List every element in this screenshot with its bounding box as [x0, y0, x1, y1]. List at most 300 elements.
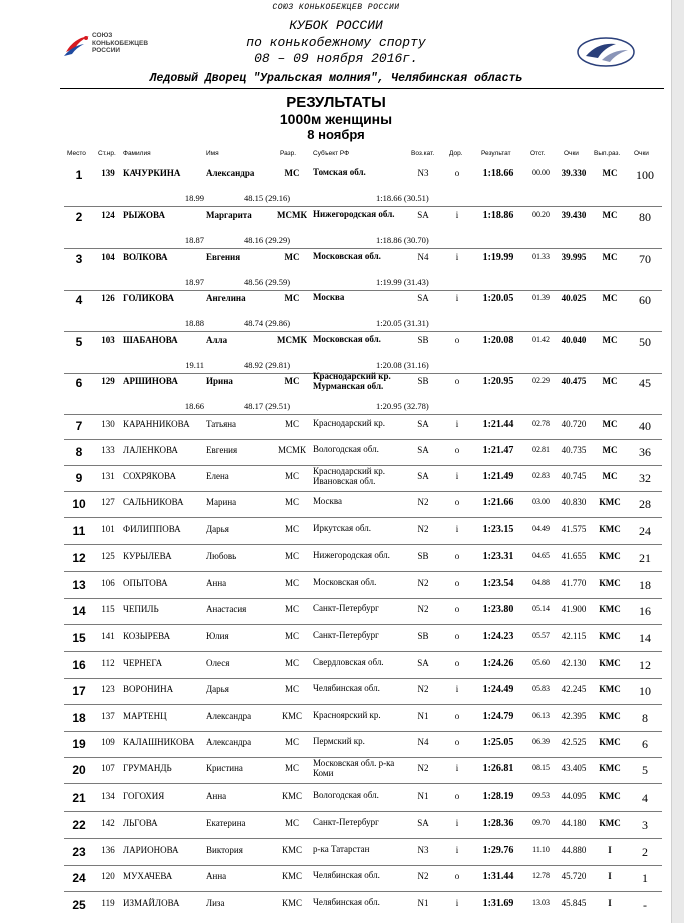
result-cell: 1:23.80 [482, 604, 514, 615]
region-cell: Челябинская обл. [313, 870, 380, 880]
place-cell: 1 [75, 168, 83, 182]
row-divider [64, 544, 662, 545]
gap-cell: 04.88 [532, 578, 550, 587]
first-name-cell: Маргарита [206, 210, 252, 220]
rank-achieved-cell: КМС [599, 551, 621, 561]
result-cell: 1:24.49 [482, 684, 514, 695]
col-first-name: Имя [206, 150, 219, 157]
region-cell: Пермский кр. [313, 736, 365, 746]
score-cell: 80 [639, 210, 651, 224]
event-title: 1000м женщины [279, 111, 393, 127]
score-cell: 1 [642, 871, 648, 885]
start-number-cell: 131 [101, 471, 115, 481]
row-divider [64, 891, 662, 892]
first-name-cell: Алла [206, 335, 228, 345]
start-number-cell: 127 [101, 497, 115, 507]
rank-cell: КМС [281, 898, 302, 908]
split-time: 1:20.08 (31.16) [376, 360, 429, 370]
rank-achieved-cell: КМС [599, 497, 621, 507]
gap-cell: 05.60 [532, 658, 550, 667]
place-cell: 14 [72, 604, 86, 618]
last-name-cell: МУХАЧЕВА [123, 871, 173, 881]
split-times [0, 235, 672, 246]
start-number-cell: 103 [101, 335, 115, 345]
track-cell: i [455, 524, 459, 534]
score-cell: 28 [639, 497, 651, 511]
age-category-cell: SA [417, 210, 429, 220]
rank-achieved-cell: КМС [599, 684, 621, 694]
first-name-cell: Кристина [206, 763, 243, 773]
region-cell: р-ка Татарстан [313, 844, 370, 854]
last-name-cell: ЛЬГОВА [123, 818, 158, 828]
rank-cell: МС [284, 658, 299, 668]
points-cell: 44.880 [561, 845, 587, 855]
age-category-cell: SA [417, 471, 429, 481]
start-number-cell: 101 [101, 524, 115, 534]
region-cell: Нижегородская обл. [313, 550, 390, 560]
first-name-cell: Лиза [206, 898, 225, 908]
last-name-cell: ЛАРИОНОВА [123, 845, 179, 855]
place-cell: 23 [72, 845, 86, 859]
gap-cell: 03.00 [532, 497, 550, 506]
last-name-cell: ОПЫТОВА [123, 578, 168, 588]
rank-achieved-cell: КМС [599, 658, 621, 668]
row-divider [64, 290, 662, 291]
place-cell: 8 [75, 445, 83, 459]
place-cell: 18 [72, 711, 86, 725]
split-times [0, 193, 672, 204]
age-category-cell: SB [417, 335, 429, 345]
score-cell: 16 [639, 604, 651, 618]
gap-cell: 06.39 [532, 737, 550, 746]
first-name-cell: Юлия [206, 631, 229, 641]
result-cell: 1:24.23 [482, 631, 514, 642]
last-name-cell: ВОЛКОВА [123, 252, 168, 262]
track-cell: i [455, 684, 459, 694]
gap-cell: 08.15 [532, 763, 550, 772]
start-number-cell: 106 [101, 578, 115, 588]
first-name-cell: Дарья [206, 524, 229, 534]
track-cell: o [454, 551, 460, 561]
age-category-cell: SB [417, 551, 429, 561]
rank-achieved-cell: КМС [599, 791, 621, 801]
place-cell: 22 [72, 818, 86, 832]
table-header [0, 150, 672, 164]
rank-cell: МСМК [277, 335, 308, 345]
header-divider [60, 88, 664, 89]
gap-cell: 11.10 [532, 845, 550, 854]
first-name-cell: Ангелина [206, 293, 246, 303]
region-cell: Краснодарский кр. [313, 371, 391, 381]
region-cell: Челябинская обл. [313, 897, 380, 907]
gap-cell: 05.14 [532, 604, 550, 613]
start-number-cell: 104 [101, 252, 115, 262]
col-rank-achieved: Вып.раз. [594, 150, 621, 157]
age-category-cell: SA [417, 658, 429, 668]
score-cell: 21 [639, 551, 651, 565]
start-number-cell: 130 [101, 419, 115, 429]
region-cell: Краснодарский кр. [313, 418, 385, 428]
score-cell: 36 [639, 445, 651, 459]
result-cell: 1:25.05 [482, 737, 514, 748]
age-category-cell: SA [417, 445, 429, 455]
track-cell: o [454, 445, 460, 455]
points-cell: 40.720 [561, 419, 587, 429]
track-cell: o [454, 871, 460, 881]
place-cell: 6 [75, 376, 83, 390]
first-name-cell: Анна [206, 871, 227, 881]
place-cell: 2 [75, 210, 83, 224]
last-name-cell: МАРТЕНЦ [123, 711, 167, 721]
first-name-cell: Татьяна [206, 419, 237, 429]
col-track: Дор. [449, 150, 463, 157]
rank-achieved-cell: I [608, 845, 612, 855]
rank-achieved-cell: КМС [599, 711, 621, 721]
last-name-cell: КОЗЫРЕВА [123, 631, 171, 641]
track-cell: i [455, 252, 459, 262]
start-number-cell: 142 [101, 818, 115, 828]
points-cell: 40.830 [561, 497, 587, 507]
track-cell: o [454, 335, 460, 345]
last-name-cell: КАЧУРКИНА [123, 168, 181, 178]
score-cell: 45 [639, 376, 651, 390]
cup-title: КУБОК РОССИИ [289, 18, 383, 33]
start-number-cell: 124 [101, 210, 115, 220]
region-cell: Московская обл. [313, 334, 381, 344]
split-times [0, 277, 672, 288]
last-name-cell: ВОРОНИНА [123, 684, 174, 694]
track-cell: o [454, 791, 460, 801]
col-rank: Разр. [280, 150, 297, 157]
result-cell: 1:21.66 [482, 497, 514, 508]
document-header [0, 0, 672, 92]
rank-cell: МС [284, 631, 299, 641]
rank-cell: МС [284, 419, 299, 429]
rank-cell: МС [284, 252, 300, 262]
rank-cell: КМС [281, 791, 302, 801]
rank-achieved-cell: МС [602, 419, 618, 429]
score-cell: 50 [639, 335, 651, 349]
row-divider [64, 783, 662, 784]
place-cell: 25 [72, 898, 86, 912]
rank-achieved-cell: МС [602, 376, 618, 386]
region-cell: Московская обл. р-ка [313, 758, 395, 768]
rank-cell: МС [284, 737, 299, 747]
rank-achieved-cell: КМС [599, 524, 621, 534]
age-category-cell: N1 [417, 711, 429, 721]
first-name-cell: Елена [206, 471, 229, 481]
region-cell-line2: Ивановская обл. [313, 476, 376, 486]
last-name-cell: ГОЛИКОВА [123, 293, 174, 303]
row-divider [64, 731, 662, 732]
result-cell: 1:18.86 [482, 210, 514, 221]
col-score: Очки [634, 150, 649, 157]
col-start-number: Ст.нр. [98, 150, 116, 157]
region-cell: Томская обл. [313, 167, 366, 177]
gap-cell: 05.83 [532, 684, 550, 693]
gap-cell: 06.13 [532, 711, 550, 720]
age-category-cell: N2 [417, 524, 429, 534]
score-cell: 100 [636, 168, 654, 182]
row-divider [64, 598, 662, 599]
logo-text-line: КОНЬКОБЕЖЦЕВ [92, 39, 149, 47]
rank-cell: МС [284, 578, 299, 588]
rank-cell: МС [284, 763, 299, 773]
first-name-cell: Ирина [206, 376, 233, 386]
gap-cell: 00.00 [532, 168, 550, 177]
result-cell: 1:24.79 [482, 711, 514, 722]
score-cell: 6 [642, 737, 648, 751]
last-name-cell: ШАБАНОВА [123, 335, 178, 345]
last-name-cell: РЫЖОВА [123, 210, 165, 220]
rank-achieved-cell: КМС [599, 763, 621, 773]
rank-cell: МСМК [277, 445, 306, 455]
title-block [0, 95, 672, 142]
split-time: 18.88 [184, 318, 204, 328]
track-cell: o [454, 631, 460, 641]
region-cell: Нижегородская обл. [313, 209, 395, 219]
last-name-cell: ЧЕРНЕГА [123, 658, 163, 668]
score-cell: 32 [639, 471, 651, 485]
rank-achieved-cell: МС [602, 445, 618, 455]
row-divider [64, 571, 662, 572]
rank-cell: КМС [281, 871, 302, 881]
score-cell: 24 [639, 524, 651, 538]
region-cell: Челябинская обл. [313, 683, 380, 693]
start-number-cell: 125 [101, 551, 115, 561]
event-date: 8 ноября [307, 127, 365, 142]
age-category-cell: SA [417, 293, 429, 303]
start-number-cell: 115 [101, 604, 115, 614]
cup-sport: по конькобежному спорту [246, 35, 426, 50]
split-time: 18.87 [184, 235, 204, 245]
uralskaya-molniya-logo-icon [576, 36, 636, 68]
row-divider [64, 331, 662, 332]
logo-text-line: СОЮЗ [92, 32, 113, 39]
place-cell: 15 [72, 631, 86, 645]
place-cell: 12 [72, 551, 86, 565]
track-cell: i [455, 818, 459, 828]
start-number-cell: 126 [101, 293, 115, 303]
row-divider [64, 651, 662, 652]
union-name: СОЮЗ КОНЬКОБЕЖЦЕВ РОССИИ [272, 3, 400, 12]
result-cell: 1:26.81 [482, 763, 514, 774]
start-number-cell: 123 [101, 684, 115, 694]
points-cell: 42.525 [561, 737, 587, 747]
age-category-cell: SA [417, 419, 429, 429]
rank-cell: МС [284, 497, 299, 507]
score-cell: 40 [639, 419, 651, 433]
last-name-cell: ГРУМАНДЬ [123, 763, 172, 773]
age-category-cell: SA [417, 818, 429, 828]
region-cell: Московская обл. [313, 251, 381, 261]
rank-cell: КМС [281, 711, 302, 721]
gap-cell: 00.20 [532, 210, 550, 219]
points-cell: 39.430 [561, 210, 587, 220]
row-divider [64, 838, 662, 839]
place-cell: 3 [75, 252, 83, 266]
cup-dates: 08 – 09 ноября 2016г. [254, 51, 418, 66]
gap-cell: 09.70 [532, 818, 550, 827]
split-time: 1:18.86 (30.70) [376, 235, 429, 245]
age-category-cell: N1 [417, 791, 429, 801]
row-divider [64, 248, 662, 249]
rank-cell: МС [284, 524, 299, 534]
first-name-cell: Дарья [206, 684, 229, 694]
track-cell: o [454, 497, 460, 507]
score-cell: 70 [639, 252, 651, 266]
col-region: Субъект РФ [313, 150, 350, 157]
split-time: 1:20.05 (31.31) [376, 318, 429, 328]
track-cell: i [455, 419, 459, 429]
split-times [0, 401, 672, 412]
rank-achieved-cell: I [608, 871, 612, 881]
last-name-cell: САЛЬНИКОВА [123, 497, 184, 507]
track-cell: i [455, 845, 459, 855]
last-name-cell: ЧЕПИЛЬ [123, 604, 159, 614]
rank-achieved-cell: КМС [599, 631, 621, 641]
gap-cell: 04.49 [532, 524, 550, 533]
split-time: 18.66 [184, 401, 204, 411]
gap-cell: 05.57 [532, 631, 550, 640]
region-cell: Красноярский кр. [313, 710, 381, 720]
col-last-name: Фамилия [123, 150, 151, 157]
points-cell: 39.995 [561, 252, 587, 262]
points-cell: 40.475 [561, 376, 587, 386]
first-name-cell: Анастасия [206, 604, 247, 614]
points-cell: 45.720 [561, 871, 587, 881]
split-time: 19.11 [185, 360, 204, 370]
rank-achieved-cell: КМС [599, 737, 621, 747]
age-category-cell: N2 [417, 684, 429, 694]
result-cell: 1:24.26 [482, 658, 514, 669]
split-time: 48.15 (29.16) [244, 193, 291, 203]
rank-cell: МС [284, 471, 299, 481]
score-cell: 12 [639, 658, 651, 672]
place-cell: 17 [72, 684, 86, 698]
score-cell: 4 [642, 791, 648, 805]
row-divider [64, 439, 662, 440]
split-time: 48.17 (29.51) [244, 401, 291, 411]
track-cell: o [454, 604, 460, 614]
first-name-cell: Александра [206, 168, 255, 178]
split-time: 1:18.66 (30.51) [376, 193, 429, 203]
first-name-cell: Екатерина [206, 818, 246, 828]
row-divider [64, 678, 662, 679]
age-category-cell: N3 [417, 845, 429, 855]
result-cell: 1:20.05 [482, 293, 514, 304]
result-cell: 1:23.54 [482, 578, 514, 589]
points-cell: 39.330 [561, 168, 587, 178]
rank-achieved-cell: КМС [599, 578, 621, 588]
col-result: Результат [481, 150, 511, 157]
rank-cell: МС [284, 293, 300, 303]
rank-achieved-cell: КМС [599, 604, 621, 614]
region-cell: Иркутская обл. [313, 523, 371, 533]
region-cell: Санкт-Петербург [313, 817, 379, 827]
result-cell: 1:31.69 [482, 898, 514, 909]
row-divider [64, 704, 662, 705]
age-category-cell: N2 [417, 497, 429, 507]
track-cell: i [455, 293, 459, 303]
region-cell: Москва [313, 496, 342, 506]
gap-cell: 13.03 [532, 898, 550, 907]
result-cell: 1:28.19 [482, 791, 514, 802]
row-divider [64, 517, 662, 518]
points-cell: 42.395 [561, 711, 587, 721]
age-category-cell: SB [417, 376, 429, 386]
split-time: 1:20.95 (32.78) [376, 401, 429, 411]
points-cell: 40.040 [561, 335, 587, 345]
split-time: 48.16 (29.29) [244, 235, 291, 245]
start-number-cell: 119 [101, 898, 115, 908]
start-number-cell: 141 [101, 631, 115, 641]
start-number-cell: 133 [101, 445, 115, 455]
region-cell: Вологодская обл. [313, 444, 379, 454]
first-name-cell: Анна [206, 578, 227, 588]
start-number-cell: 137 [101, 711, 115, 721]
region-cell: Вологодская обл. [313, 790, 379, 800]
age-category-cell: SB [417, 631, 429, 641]
score-cell: 2 [642, 845, 648, 859]
points-cell: 42.130 [561, 658, 587, 668]
gap-cell: 02.81 [532, 445, 550, 454]
gap-cell: 01.42 [532, 335, 550, 344]
start-number-cell: 136 [101, 845, 115, 855]
col-age-category: Воз.кат. [411, 150, 435, 157]
last-name-cell: АРШИНОВА [123, 376, 178, 386]
rank-achieved-cell: КМС [599, 818, 621, 828]
points-cell: 43.405 [561, 763, 587, 773]
split-times [0, 360, 672, 371]
result-cell: 1:19.99 [482, 252, 514, 263]
start-number-cell: 112 [101, 658, 115, 668]
result-cell: 1:21.49 [482, 471, 514, 482]
first-name-cell: Марина [206, 497, 237, 507]
points-cell: 45.845 [561, 898, 587, 908]
age-category-cell: N2 [417, 578, 429, 588]
last-name-cell: ФИЛИППОВА [123, 524, 181, 534]
points-cell: 41.770 [561, 578, 587, 588]
first-name-cell: Евгения [206, 445, 238, 455]
start-number-cell: 139 [101, 168, 115, 178]
rank-achieved-cell: МС [602, 168, 618, 178]
track-cell: o [454, 168, 460, 178]
score-cell: 3 [642, 818, 648, 832]
points-cell: 41.655 [561, 551, 587, 561]
place-cell: 9 [75, 471, 83, 485]
points-cell: 41.575 [561, 524, 587, 534]
score-cell: - [643, 898, 647, 912]
gap-cell: 04.65 [532, 551, 550, 560]
result-cell: 1:18.66 [482, 168, 514, 179]
gap-cell: 09.53 [532, 791, 550, 800]
row-divider [64, 624, 662, 625]
region-cell: Москва [313, 292, 345, 302]
last-name-cell: ИЗМАЙЛОВА [123, 898, 180, 908]
col-gap: Отст. [530, 150, 546, 157]
result-cell: 1:21.44 [482, 419, 514, 430]
results-title: РЕЗУЛЬТАТЫ [286, 94, 386, 111]
rank-achieved-cell: МС [602, 293, 618, 303]
points-cell: 41.900 [561, 604, 587, 614]
first-name-cell: Александра [206, 737, 252, 747]
first-name-cell: Анна [206, 791, 227, 801]
start-number-cell: 129 [101, 376, 115, 386]
start-number-cell: 107 [101, 763, 115, 773]
score-cell: 8 [642, 711, 648, 725]
points-cell: 40.735 [561, 445, 587, 455]
